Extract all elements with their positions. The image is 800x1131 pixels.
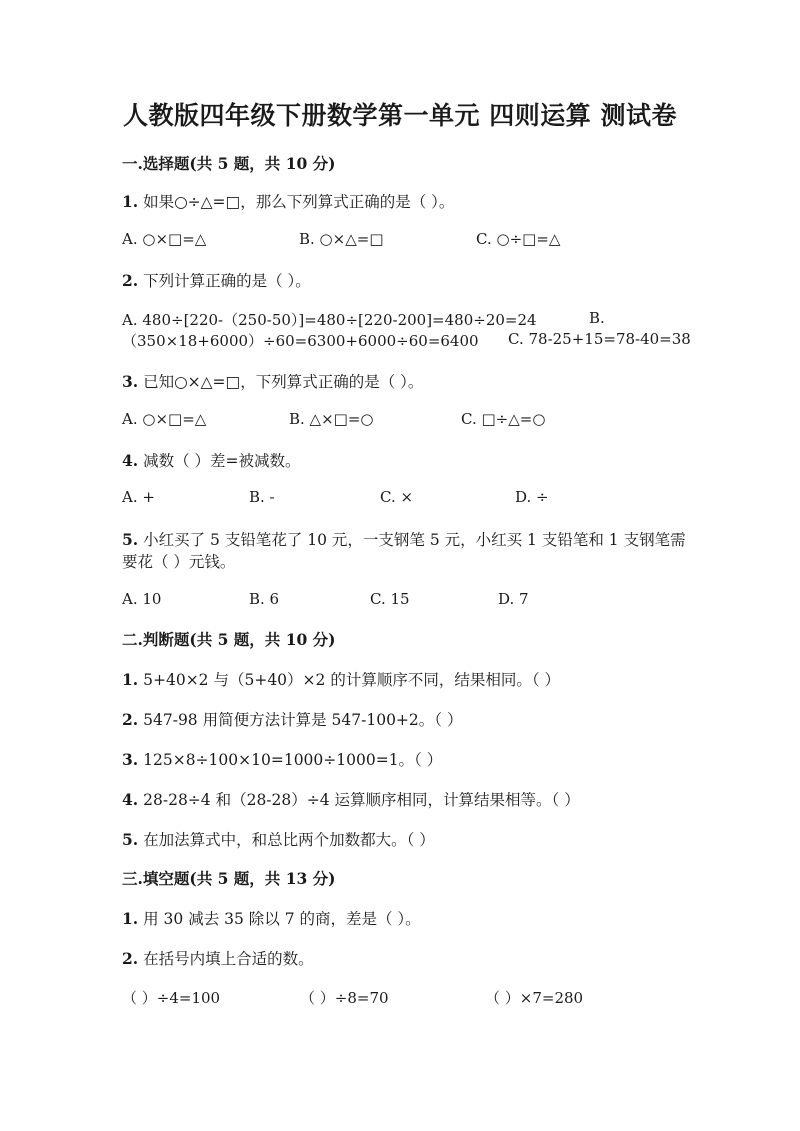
question-number: 3.	[122, 372, 139, 391]
option-a: A. ○×□=△	[122, 410, 207, 428]
page-title: 人教版四年级下册数学第一单元 四则运算 测试卷	[123, 101, 677, 130]
question-number: 3.	[122, 750, 139, 769]
option-c: C. 15	[370, 590, 410, 608]
question-number: 2.	[122, 949, 139, 968]
question-2-1	[122, 668, 560, 690]
option-d: D. ÷	[515, 488, 549, 506]
option-c: C. 78-25+15=78-40=38	[508, 330, 691, 348]
question-1-1	[122, 190, 454, 212]
question-number: 4.	[122, 451, 139, 470]
option-c: C. □÷△=○	[461, 410, 546, 428]
section-heading-fill: 三.填空题(共 5 题，共 13 分)	[122, 869, 336, 888]
question-1-4	[122, 449, 301, 471]
question-number: 5.	[122, 530, 139, 549]
option-b: B. -	[249, 488, 275, 506]
question-number: 1.	[122, 909, 139, 928]
option-a: A. 10	[122, 590, 162, 608]
question-text: 125×8÷100×10=1000÷1000=1。（ ）	[143, 751, 443, 769]
question-text: 已知○×△=□，下列算式正确的是（ ）。	[143, 373, 424, 391]
option-b: B. 6	[249, 590, 280, 608]
question-number: 5.	[122, 830, 139, 849]
fill-blank-1: （ ）÷4=100	[122, 989, 221, 1007]
question-2-2	[122, 708, 462, 730]
option-b: B. △×□=○	[289, 410, 374, 428]
question-number: 2.	[122, 710, 139, 729]
question-text-continued: 要花（ ）元钱。	[122, 553, 236, 571]
question-text: 小红买了 5 支铅笔花了 10 元，一支钢笔 5 元，小红买 1 支铅笔和 1 支钢笔需	[143, 531, 686, 549]
question-number: 1.	[122, 670, 139, 689]
question-1-3	[122, 370, 423, 392]
question-1-5	[122, 528, 686, 550]
fill-blank-2: （ ）÷8=70	[300, 989, 389, 1007]
option-a: A. 480÷[220-（250-50）]=480÷[220-200]=480÷20=24	[122, 311, 537, 329]
option-c: C. ○÷□=△	[476, 230, 561, 248]
option-b: B. ○×△=□	[299, 230, 384, 248]
section-heading-choice: 一.选择题(共 5 题，共 10 分)	[122, 154, 336, 173]
question-2-5	[122, 828, 435, 850]
question-3-1	[122, 907, 421, 929]
question-3-2	[122, 947, 314, 969]
question-1-2	[122, 269, 311, 291]
option-b: （350×18+6000）÷60=6300+6000÷60=6400	[122, 332, 479, 350]
question-text: 下列计算正确的是（ ）。	[143, 272, 311, 290]
option-b-label: B.	[589, 309, 605, 327]
question-text: 547-98 用简便方法计算是 547-100+2。（ ）	[143, 711, 463, 729]
option-a: A. +	[122, 488, 155, 506]
question-text: 28-28÷4 和（28-28）÷4 运算顺序相同，计算结果相等。（ ）	[143, 791, 580, 809]
question-text: 在括号内填上合适的数。	[143, 950, 314, 968]
question-text: 如果○÷△=□，那么下列算式正确的是（ ）。	[143, 193, 455, 211]
question-text: 在加法算式中，和总比两个加数都大。（ ）	[143, 831, 435, 849]
question-text: 减数（ ）差=被减数。	[143, 452, 301, 470]
question-number: 1.	[122, 192, 139, 211]
fill-blank-3: （ ）×7=280	[485, 989, 584, 1007]
question-text: 用 30 减去 35 除以 7 的商，差是（ ）。	[143, 910, 421, 928]
question-number: 4.	[122, 790, 139, 809]
section-heading-judge: 二.判断题(共 5 题，共 10 分)	[122, 630, 336, 649]
question-2-3	[122, 748, 442, 770]
question-2-4	[122, 788, 580, 810]
option-c: C. ×	[380, 488, 414, 506]
option-d: D. 7	[498, 590, 529, 608]
question-text: 5+40×2 与（5+40）×2 的计算顺序不同，结果相同。（ ）	[143, 671, 560, 689]
question-number: 2.	[122, 271, 139, 290]
option-a: A. ○×□=△	[122, 230, 207, 248]
